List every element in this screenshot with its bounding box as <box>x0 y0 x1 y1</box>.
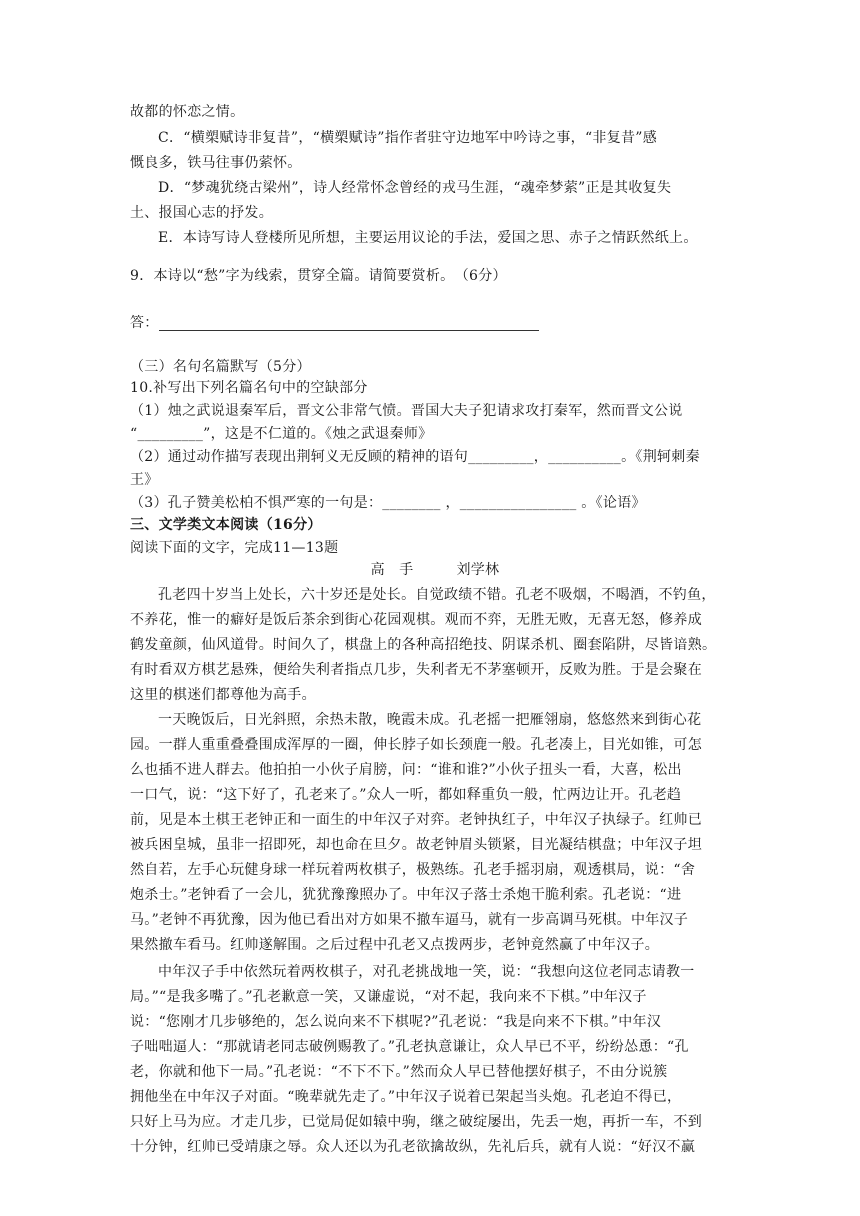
text-line: 故都的怀恋之情。 <box>130 104 245 120</box>
paragraph-line: 中年汉子手中依然玩着两枚棋子，对孔老挑战地一笑，说：“我想向这位老同志请教一 <box>158 964 695 980</box>
article-title: 高 手 刘学林 <box>370 562 500 578</box>
paragraph-line: 么也插不进人群去。他拍拍一小伙子肩膀，问：“谁和谁?”小伙子扭头一看，大喜，松出 <box>130 762 682 778</box>
paragraph-line: 鹤发童颜，仙风道骨。时间久了，棋盘上的各种高招绝技、阴谋杀机、圈套陷阱，尽皆谙熟。 <box>130 637 717 653</box>
paragraph-line: 局。”“是我多嘴了。”孔老歉意一笑，又谦虚说，“对不起，我向来不下棋。”中年汉子 <box>130 989 647 1005</box>
paragraph-line: 马。”老钟不再犹豫，因为他已看出对方如果不撤车逼马，就有一步高调马死棋。中年汉子 <box>130 912 689 928</box>
paragraph-line: 炮杀士。”老钟看了一会儿，犹犹豫豫照办了。中年汉子落士杀炮干脆利索。孔老说：“进 <box>130 887 682 903</box>
paragraph-line: 一口气，说：“这下好了，孔老来了。”众人一听，都如释重负一般，忙两边让开。孔老趋 <box>130 787 682 803</box>
instruction: 阅读下面的文字，完成11—13题 <box>130 540 339 556</box>
text-line: 慨良多，铁马往事仍萦怀。 <box>130 155 302 171</box>
paragraph-line: 前，见是本土棋王老钟正和一面生的中年汉子对弈。老钟执红子，中年汉子执绿子。红帅已 <box>130 812 702 828</box>
paragraph-line: 拥他坐在中年汉子对面。“晚辈就先走了。”中年汉子说着已架起当头炮。孔老迫不得已， <box>130 1089 682 1105</box>
paragraph-line: 孔老四十岁当上处长，六十岁还是处长。自觉政绩不错。孔老不吸烟，不喝酒，不钓鱼， <box>158 587 716 603</box>
text-line: （1）烛之武说退秦军后，晋文公非常气愤。晋国大夫子犯请求攻打秦军，然而晋文公说 <box>130 403 683 419</box>
text-line: 土、报国心志的抒发。 <box>130 205 273 221</box>
answer-line <box>130 312 730 334</box>
text-line: （2）通过动作描写表现出荆轲义无反顾的精神的语句_________，__________。《荆轲刺秦 <box>130 449 700 465</box>
question-9: 9．本诗以“愁”字为线索，贯穿全篇。请简要赏析。 （6分） <box>130 268 507 284</box>
section-heading: （三）名句名篇默写（5分） <box>130 359 311 375</box>
paragraph-line: 老，你就和他下一局。”孔老说：“不下不下。”然而众人早已替他摆好棋子，不由分说簇 <box>130 1064 668 1080</box>
paragraph-line: 十分钟，红帅已受靖康之辱。众人还以为孔老欲擒故纵，先礼后兵，就有人说：“好汉不赢 <box>130 1139 696 1155</box>
option-e-line: E．本诗写诗人登楼所见所想，主要运用议论的手法，爱国之思、赤子之情跃然纸上。 <box>158 230 698 246</box>
paragraph-line: 然自若，左手心玩健身球一样玩着两枚棋子，极熟练。孔老手摇羽扇，观透棋局，说：“舍 <box>130 862 696 878</box>
paragraph-line: 有时看双方棋艺悬殊，便给失利者指点几步，失利者无不茅塞顿开，反败为胜。于是会聚在 <box>130 662 702 678</box>
text-line: 王》 <box>130 472 159 488</box>
paragraph-line: 说：“您刚才几步够绝的，怎么说向来不下棋呢?”孔老说：“我是向来不下棋。”中年汉 <box>130 1014 662 1030</box>
text-line: （3）孔子赞美松柏不惧严寒的一句是：________ ，________________ 。《论语》 <box>130 495 646 511</box>
paragraph-line: 只好上马为应。才走几步，已觉局促如辕中驹，继之破绽屡出，先丢一炮，再折一车，不到 <box>130 1114 702 1130</box>
option-c-line: C．“横槊赋诗非复昔”，“横槊赋诗”指作者驻守边地军中吟诗之事，“非复昔”感 <box>158 130 658 146</box>
paragraph-line: 子咄咄逼人：“那就请老同志破例赐教了。”孔老执意谦让，众人早已不平，纷纷怂恿：“孔 <box>130 1039 689 1055</box>
text-line: “_________”，这是不仁道的。《烛之武退秦师》 <box>130 426 433 442</box>
answer-blank <box>159 316 539 331</box>
paragraph-line: 一天晚饭后，日光斜照，余热未散，晚霞未成。孔老摇一把雁翎扇，悠悠然来到街心花 <box>158 712 702 728</box>
paragraph-line: 果然撤车看马。红帅遂解围。之后过程中孔老又点拨两步，老钟竟然赢了中年汉子。 <box>130 937 660 953</box>
answer-label: 答： <box>130 315 159 331</box>
section-heading: 三、文学类文本阅读（16分） <box>130 517 322 533</box>
paragraph-line: 不养花，惟一的癖好是饭后茶余到街心花园观棋。观而不弈，无胜无败，无喜无怒，修养成 <box>130 612 702 628</box>
paragraph-line: 园。一群人重重叠叠围成浑厚的一圈，伸长脖子如长颈鹿一般。孔老凑上，目光如锥，可怎 <box>130 737 702 753</box>
paragraph-line: 这里的棋迷们都尊他为高手。 <box>130 687 316 703</box>
paragraph-line: 被兵困皇城，虽非一招即死，却也命在旦夕。故老钟眉头锁紧，目光凝结棋盘；中年汉子坦 <box>130 837 702 853</box>
option-d-line: D．“梦魂犹绕古梁州”，诗人经常怀念曾经的戎马生涯，“魂牵梦萦”正是其收复失 <box>158 180 672 196</box>
question-10: 10.补写出下列名篇名句中的空缺部分 <box>130 380 368 396</box>
